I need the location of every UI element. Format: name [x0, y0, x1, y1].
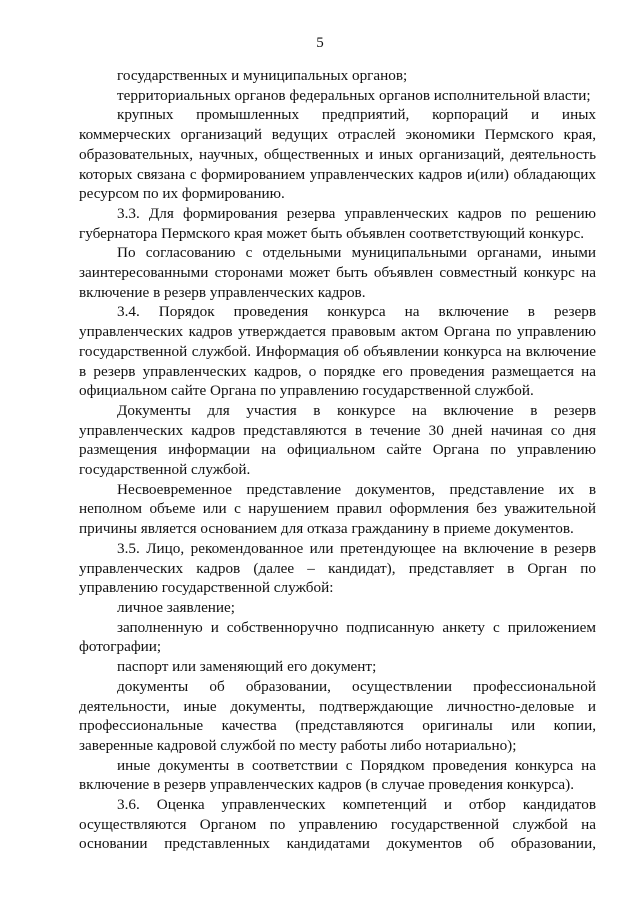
- page-number: 5: [316, 35, 324, 51]
- list-item-questionnaire: заполненную и собственноручно подписанную анкету с приложением фотографии;: [79, 618, 596, 656]
- paragraph-documents-deadline: Документы для участия в конкурсе на включение в резерв управленческих кадров представляются в течение 30 дней начиная со дня размещения информации на официальном сайте Органа по управлению государственной службой.: [79, 401, 596, 479]
- document-body: [79, 66, 596, 854]
- paragraph-3-6: 3.6. Оценка управленческих компетенций и отбор кандидатов осуществляются Органом по управлению государственной службой на основании представленных кандидатами документов об образовании,: [79, 796, 596, 853]
- paragraph-joint-contest: По согласованию с отдельными муниципальными органами, иными заинтересованными сторонами может быть объявлен совместный конкурс на включение в резерв управленческих кадров.: [79, 244, 596, 301]
- paragraph-enterprises: крупных промышленных предприятий, корпораций и иных коммерческих организаций ведущих отраслей экономики Пермского края, образовательных, научных, общественных и иных организаций, деятельность которых связана с формированием управленческих кадров и(или) обладающих ресурсом по их формированию.: [79, 106, 596, 203]
- list-item-other-documents: иные документы в соответствии с Порядком проведения конкурса на включение в резерв управленческих кадров (в случае проведения конкурса).: [79, 756, 596, 794]
- paragraph-3-5: 3.5. Лицо, рекомендованное или претендующее на включение в резерв управленческих кадров (далее – кандидат), представляет в Орган по управлению государственной службой:: [79, 539, 596, 597]
- paragraph-late-submission: Несвоевременное представление документов, представление их в неполном объеме или с нарушением правил оформления без уважительной причины является основанием для отказа гражданину в приеме документов.: [79, 480, 596, 538]
- paragraph-state-bodies: государственных и муниципальных органов;: [117, 67, 408, 84]
- paragraph-3-4: 3.4. Порядок проведения конкурса на включение в резерв управленческих кадров утверждается правовым актом Органа по управлению государственной службой. Информация об объявлении конкурса на включение в резерв управленческих кадров, о порядке его проведения размещается на официальном сайте Органа по управлению государственной службой.: [79, 303, 596, 400]
- list-item-application: личное заявление;: [117, 598, 236, 616]
- list-item-passport: паспорт или заменяющий его документ;: [117, 658, 377, 676]
- list-item-education-documents: документы об образовании, осуществлении профессиональной деятельности, иные документы, подтверждающие личностно-деловые и профессиональные качества (представляются оригиналы или копии, заверенные кадровой службой по месту работы либо нотариально);: [79, 677, 596, 754]
- paragraph-3-3: 3.3. Для формирования резерва управленческих кадров по решению губернатора Пермского края может быть объявлен соответствующий конкурс.: [79, 204, 596, 242]
- paragraph-territorial-bodies: территориальных органов федеральных органов исполнительной власти;: [117, 86, 591, 104]
